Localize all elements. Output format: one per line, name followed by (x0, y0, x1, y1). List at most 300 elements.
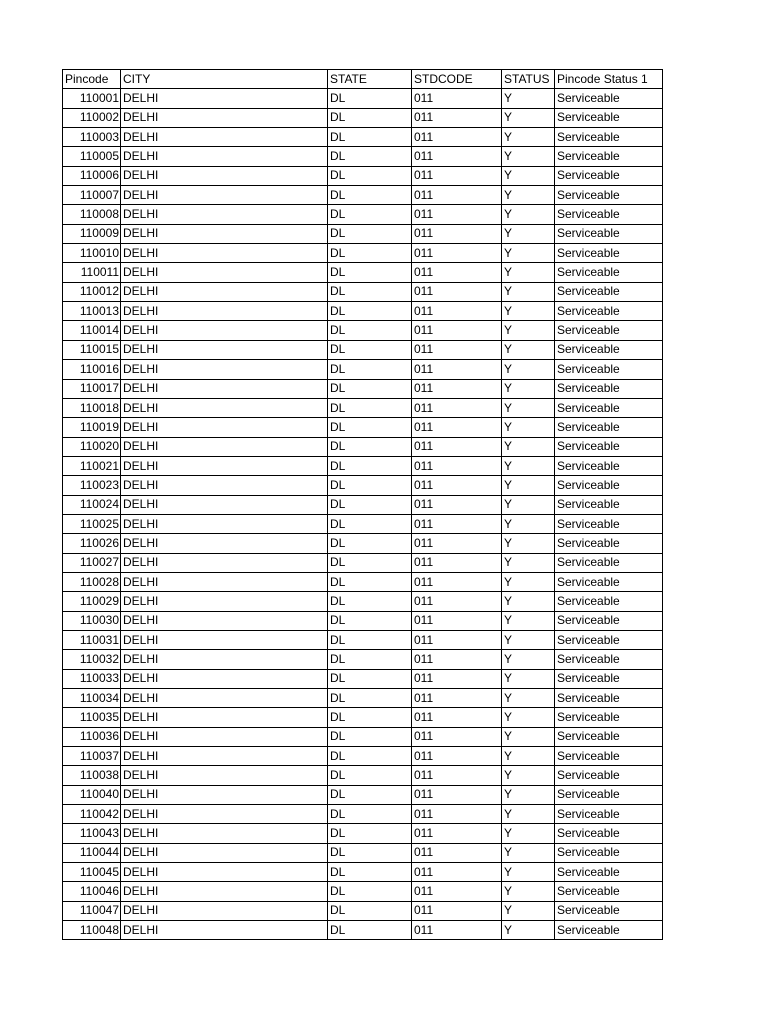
cell-pincode-status: Serviceable (555, 108, 663, 127)
cell-pincode: 110044 (63, 843, 121, 862)
cell-stdcode: 011 (412, 340, 502, 359)
cell-city: DELHI (121, 379, 328, 398)
cell-state: DL (328, 534, 412, 553)
cell-status: Y (502, 785, 555, 804)
cell-stdcode: 011 (412, 553, 502, 572)
cell-stdcode: 011 (412, 495, 502, 514)
cell-city: DELHI (121, 650, 328, 669)
cell-pincode: 110042 (63, 805, 121, 824)
cell-pincode: 110024 (63, 495, 121, 514)
cell-state: DL (328, 108, 412, 127)
cell-state: DL (328, 244, 412, 263)
cell-status: Y (502, 882, 555, 901)
cell-city: DELHI (121, 418, 328, 437)
cell-state: DL (328, 476, 412, 495)
cell-status: Y (502, 901, 555, 920)
cell-pincode: 110043 (63, 824, 121, 843)
cell-pincode-status: Serviceable (555, 553, 663, 572)
cell-state: DL (328, 572, 412, 591)
cell-state: DL (328, 495, 412, 514)
cell-pincode-status: Serviceable (555, 747, 663, 766)
table-body (63, 89, 663, 940)
cell-status: Y (502, 263, 555, 282)
table-row (63, 108, 663, 127)
cell-pincode-status: Serviceable (555, 456, 663, 475)
cell-stdcode: 011 (412, 689, 502, 708)
table-row (63, 495, 663, 514)
cell-city: DELHI (121, 340, 328, 359)
table-row (63, 708, 663, 727)
cell-status: Y (502, 805, 555, 824)
cell-city: DELHI (121, 921, 328, 940)
cell-state: DL (328, 398, 412, 417)
cell-city: DELHI (121, 321, 328, 340)
cell-pincode: 110016 (63, 360, 121, 379)
cell-pincode-status: Serviceable (555, 708, 663, 727)
cell-status: Y (502, 244, 555, 263)
cell-pincode-status: Serviceable (555, 650, 663, 669)
cell-stdcode: 011 (412, 882, 502, 901)
cell-state: DL (328, 321, 412, 340)
cell-pincode-status: Serviceable (555, 495, 663, 514)
cell-stdcode: 011 (412, 727, 502, 746)
cell-pincode: 110007 (63, 186, 121, 205)
cell-pincode: 110009 (63, 224, 121, 243)
cell-pincode: 110033 (63, 669, 121, 688)
cell-status: Y (502, 727, 555, 746)
table-row (63, 553, 663, 572)
table-row (63, 224, 663, 243)
table-row (63, 244, 663, 263)
cell-city: DELHI (121, 456, 328, 475)
cell-stdcode: 011 (412, 805, 502, 824)
cell-city: DELHI (121, 727, 328, 746)
cell-stdcode: 011 (412, 360, 502, 379)
cell-stdcode: 011 (412, 321, 502, 340)
cell-city: DELHI (121, 747, 328, 766)
cell-state: DL (328, 147, 412, 166)
cell-pincode-status: Serviceable (555, 476, 663, 495)
cell-stdcode: 011 (412, 282, 502, 301)
cell-city: DELHI (121, 611, 328, 630)
cell-status: Y (502, 437, 555, 456)
cell-status: Y (502, 766, 555, 785)
cell-city: DELHI (121, 824, 328, 843)
cell-status: Y (502, 224, 555, 243)
cell-pincode: 110019 (63, 418, 121, 437)
cell-pincode-status: Serviceable (555, 360, 663, 379)
cell-stdcode: 011 (412, 843, 502, 862)
cell-status: Y (502, 592, 555, 611)
header-stdcode: STDCODE (412, 70, 502, 89)
cell-pincode: 110008 (63, 205, 121, 224)
cell-state: DL (328, 785, 412, 804)
cell-pincode-status: Serviceable (555, 89, 663, 108)
cell-pincode: 110048 (63, 921, 121, 940)
table-row (63, 514, 663, 533)
cell-stdcode: 011 (412, 186, 502, 205)
cell-state: DL (328, 302, 412, 321)
cell-pincode: 110047 (63, 901, 121, 920)
cell-city: DELHI (121, 534, 328, 553)
table-row (63, 669, 663, 688)
table-row (63, 340, 663, 359)
cell-city: DELHI (121, 224, 328, 243)
cell-pincode: 110014 (63, 321, 121, 340)
cell-pincode-status: Serviceable (555, 824, 663, 843)
cell-status: Y (502, 669, 555, 688)
cell-city: DELHI (121, 708, 328, 727)
cell-city: DELHI (121, 669, 328, 688)
cell-pincode-status: Serviceable (555, 166, 663, 185)
table-row (63, 166, 663, 185)
cell-state: DL (328, 805, 412, 824)
table-row (63, 398, 663, 417)
cell-stdcode: 011 (412, 89, 502, 108)
cell-stdcode: 011 (412, 128, 502, 147)
cell-city: DELHI (121, 495, 328, 514)
cell-stdcode: 011 (412, 921, 502, 940)
cell-pincode-status: Serviceable (555, 263, 663, 282)
cell-status: Y (502, 147, 555, 166)
cell-pincode: 110023 (63, 476, 121, 495)
cell-state: DL (328, 282, 412, 301)
cell-stdcode: 011 (412, 863, 502, 882)
cell-status: Y (502, 514, 555, 533)
table-row (63, 437, 663, 456)
cell-pincode-status: Serviceable (555, 379, 663, 398)
cell-pincode: 110035 (63, 708, 121, 727)
cell-stdcode: 011 (412, 572, 502, 591)
cell-pincode-status: Serviceable (555, 882, 663, 901)
cell-state: DL (328, 863, 412, 882)
cell-city: DELHI (121, 785, 328, 804)
cell-pincode: 110001 (63, 89, 121, 108)
cell-stdcode: 011 (412, 476, 502, 495)
cell-stdcode: 011 (412, 456, 502, 475)
cell-pincode-status: Serviceable (555, 863, 663, 882)
cell-pincode: 110010 (63, 244, 121, 263)
cell-city: DELHI (121, 398, 328, 417)
cell-status: Y (502, 166, 555, 185)
cell-pincode: 110021 (63, 456, 121, 475)
cell-pincode-status: Serviceable (555, 766, 663, 785)
cell-pincode: 110006 (63, 166, 121, 185)
cell-pincode: 110025 (63, 514, 121, 533)
cell-state: DL (328, 843, 412, 862)
cell-pincode-status: Serviceable (555, 785, 663, 804)
cell-pincode-status: Serviceable (555, 302, 663, 321)
table-row (63, 456, 663, 475)
cell-city: DELHI (121, 166, 328, 185)
cell-stdcode: 011 (412, 650, 502, 669)
cell-pincode: 110017 (63, 379, 121, 398)
table-row (63, 805, 663, 824)
cell-pincode-status: Serviceable (555, 921, 663, 940)
table-row (63, 630, 663, 649)
table-row (63, 863, 663, 882)
cell-pincode: 110028 (63, 572, 121, 591)
cell-pincode-status: Serviceable (555, 437, 663, 456)
cell-pincode: 110018 (63, 398, 121, 417)
cell-pincode-status: Serviceable (555, 205, 663, 224)
table-row (63, 824, 663, 843)
table-row (63, 650, 663, 669)
table-row (63, 360, 663, 379)
cell-pincode-status: Serviceable (555, 630, 663, 649)
cell-pincode-status: Serviceable (555, 689, 663, 708)
table-row (63, 766, 663, 785)
cell-city: DELHI (121, 805, 328, 824)
cell-pincode: 110036 (63, 727, 121, 746)
cell-state: DL (328, 592, 412, 611)
cell-city: DELHI (121, 108, 328, 127)
header-state: STATE (328, 70, 412, 89)
cell-state: DL (328, 824, 412, 843)
cell-state: DL (328, 901, 412, 920)
cell-pincode: 110032 (63, 650, 121, 669)
cell-status: Y (502, 572, 555, 591)
cell-status: Y (502, 89, 555, 108)
cell-city: DELHI (121, 282, 328, 301)
cell-state: DL (328, 514, 412, 533)
cell-pincode-status: Serviceable (555, 534, 663, 553)
cell-state: DL (328, 418, 412, 437)
cell-state: DL (328, 89, 412, 108)
cell-state: DL (328, 650, 412, 669)
header-pincode-status: Pincode Status 1 (555, 70, 663, 89)
cell-pincode: 110046 (63, 882, 121, 901)
cell-pincode-status: Serviceable (555, 669, 663, 688)
cell-pincode-status: Serviceable (555, 321, 663, 340)
cell-pincode-status: Serviceable (555, 418, 663, 437)
cell-city: DELHI (121, 901, 328, 920)
cell-state: DL (328, 727, 412, 746)
cell-state: DL (328, 669, 412, 688)
cell-stdcode: 011 (412, 166, 502, 185)
cell-city: DELHI (121, 572, 328, 591)
cell-stdcode: 011 (412, 669, 502, 688)
cell-state: DL (328, 689, 412, 708)
cell-stdcode: 011 (412, 244, 502, 263)
cell-pincode: 110015 (63, 340, 121, 359)
cell-state: DL (328, 553, 412, 572)
cell-pincode: 110030 (63, 611, 121, 630)
cell-status: Y (502, 630, 555, 649)
cell-pincode: 110012 (63, 282, 121, 301)
cell-pincode: 110031 (63, 630, 121, 649)
cell-city: DELHI (121, 302, 328, 321)
cell-state: DL (328, 186, 412, 205)
cell-status: Y (502, 843, 555, 862)
cell-status: Y (502, 456, 555, 475)
cell-status: Y (502, 302, 555, 321)
cell-stdcode: 011 (412, 302, 502, 321)
cell-city: DELHI (121, 592, 328, 611)
cell-state: DL (328, 360, 412, 379)
cell-pincode: 110045 (63, 863, 121, 882)
cell-pincode: 110002 (63, 108, 121, 127)
cell-stdcode: 011 (412, 437, 502, 456)
cell-state: DL (328, 456, 412, 475)
cell-city: DELHI (121, 882, 328, 901)
cell-status: Y (502, 495, 555, 514)
header-pincode: Pincode (63, 70, 121, 89)
cell-pincode-status: Serviceable (555, 843, 663, 862)
cell-stdcode: 011 (412, 224, 502, 243)
cell-status: Y (502, 340, 555, 359)
table-row (63, 534, 663, 553)
cell-status: Y (502, 186, 555, 205)
table-row (63, 302, 663, 321)
cell-stdcode: 011 (412, 108, 502, 127)
table-row (63, 263, 663, 282)
cell-stdcode: 011 (412, 708, 502, 727)
cell-pincode: 110037 (63, 747, 121, 766)
cell-stdcode: 011 (412, 766, 502, 785)
table-row (63, 882, 663, 901)
cell-city: DELHI (121, 205, 328, 224)
cell-pincode-status: Serviceable (555, 514, 663, 533)
cell-pincode: 110040 (63, 785, 121, 804)
cell-stdcode: 011 (412, 785, 502, 804)
table-row (63, 147, 663, 166)
cell-status: Y (502, 863, 555, 882)
cell-pincode: 110005 (63, 147, 121, 166)
cell-stdcode: 011 (412, 418, 502, 437)
table-row (63, 572, 663, 591)
cell-state: DL (328, 263, 412, 282)
header-row (63, 70, 663, 89)
table-row (63, 921, 663, 940)
cell-stdcode: 011 (412, 611, 502, 630)
cell-state: DL (328, 708, 412, 727)
table-row (63, 592, 663, 611)
cell-status: Y (502, 747, 555, 766)
table-row (63, 186, 663, 205)
cell-state: DL (328, 630, 412, 649)
table-row (63, 727, 663, 746)
cell-status: Y (502, 476, 555, 495)
cell-city: DELHI (121, 476, 328, 495)
cell-pincode-status: Serviceable (555, 398, 663, 417)
cell-pincode-status: Serviceable (555, 186, 663, 205)
cell-city: DELHI (121, 128, 328, 147)
cell-pincode: 110029 (63, 592, 121, 611)
table-row (63, 379, 663, 398)
cell-status: Y (502, 418, 555, 437)
table-row (63, 785, 663, 804)
table-row (63, 747, 663, 766)
cell-pincode-status: Serviceable (555, 572, 663, 591)
header-city: CITY (121, 70, 328, 89)
cell-city: DELHI (121, 689, 328, 708)
table-row (63, 843, 663, 862)
table-row (63, 205, 663, 224)
cell-pincode-status: Serviceable (555, 340, 663, 359)
cell-pincode-status: Serviceable (555, 592, 663, 611)
cell-state: DL (328, 882, 412, 901)
cell-status: Y (502, 553, 555, 572)
cell-city: DELHI (121, 553, 328, 572)
cell-city: DELHI (121, 244, 328, 263)
cell-city: DELHI (121, 514, 328, 533)
cell-stdcode: 011 (412, 205, 502, 224)
cell-city: DELHI (121, 437, 328, 456)
cell-city: DELHI (121, 843, 328, 862)
cell-city: DELHI (121, 863, 328, 882)
cell-pincode-status: Serviceable (555, 282, 663, 301)
table-row (63, 321, 663, 340)
cell-state: DL (328, 224, 412, 243)
cell-status: Y (502, 534, 555, 553)
cell-state: DL (328, 205, 412, 224)
cell-status: Y (502, 824, 555, 843)
cell-status: Y (502, 205, 555, 224)
cell-pincode-status: Serviceable (555, 901, 663, 920)
cell-state: DL (328, 166, 412, 185)
cell-status: Y (502, 611, 555, 630)
cell-pincode-status: Serviceable (555, 805, 663, 824)
cell-status: Y (502, 108, 555, 127)
cell-city: DELHI (121, 186, 328, 205)
cell-stdcode: 011 (412, 147, 502, 166)
header-status: STATUS (502, 70, 555, 89)
cell-status: Y (502, 689, 555, 708)
cell-stdcode: 011 (412, 534, 502, 553)
cell-pincode: 110026 (63, 534, 121, 553)
cell-pincode-status: Serviceable (555, 611, 663, 630)
cell-status: Y (502, 360, 555, 379)
cell-stdcode: 011 (412, 824, 502, 843)
cell-status: Y (502, 321, 555, 340)
cell-status: Y (502, 128, 555, 147)
cell-state: DL (328, 766, 412, 785)
cell-state: DL (328, 340, 412, 359)
cell-stdcode: 011 (412, 630, 502, 649)
cell-stdcode: 011 (412, 901, 502, 920)
cell-pincode-status: Serviceable (555, 128, 663, 147)
cell-pincode: 110020 (63, 437, 121, 456)
cell-city: DELHI (121, 766, 328, 785)
cell-status: Y (502, 379, 555, 398)
cell-stdcode: 011 (412, 379, 502, 398)
cell-state: DL (328, 611, 412, 630)
cell-city: DELHI (121, 147, 328, 166)
pincode-table (62, 69, 663, 940)
cell-city: DELHI (121, 360, 328, 379)
cell-pincode: 110034 (63, 689, 121, 708)
cell-state: DL (328, 747, 412, 766)
cell-stdcode: 011 (412, 747, 502, 766)
cell-pincode-status: Serviceable (555, 224, 663, 243)
cell-status: Y (502, 282, 555, 301)
cell-city: DELHI (121, 630, 328, 649)
cell-pincode-status: Serviceable (555, 147, 663, 166)
cell-status: Y (502, 708, 555, 727)
cell-pincode: 110027 (63, 553, 121, 572)
cell-pincode-status: Serviceable (555, 244, 663, 263)
cell-pincode-status: Serviceable (555, 727, 663, 746)
cell-state: DL (328, 128, 412, 147)
cell-status: Y (502, 921, 555, 940)
cell-pincode: 110011 (63, 263, 121, 282)
table-row (63, 128, 663, 147)
cell-state: DL (328, 379, 412, 398)
cell-city: DELHI (121, 89, 328, 108)
table-row (63, 476, 663, 495)
cell-stdcode: 011 (412, 592, 502, 611)
